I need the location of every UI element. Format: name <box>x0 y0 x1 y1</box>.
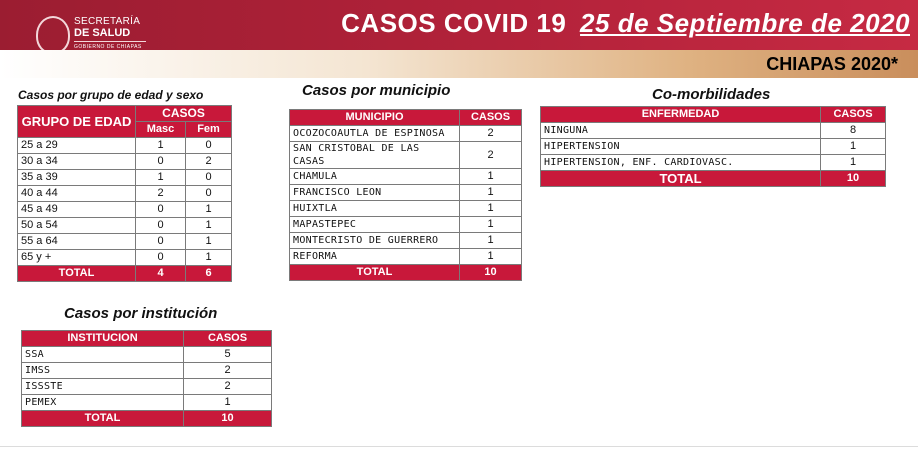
total-label: TOTAL <box>22 411 184 427</box>
table-cell: IMSS <box>22 363 184 379</box>
comorbilidades-section-title: Co-morbilidades <box>652 86 771 103</box>
table-row <box>22 379 272 395</box>
table-row <box>18 154 232 170</box>
logo-rule <box>74 41 146 42</box>
table-row <box>22 395 272 411</box>
table-cell: 1 <box>136 138 186 154</box>
table-cell: 1 <box>186 202 232 218</box>
table-row <box>18 186 232 202</box>
table-cell: PEMEX <box>22 395 184 411</box>
table-cell: 1 <box>186 218 232 234</box>
col-masc: Masc <box>136 122 186 138</box>
table-cell: SAN CRISTOBAL DE LAS CASAS <box>290 142 460 169</box>
table-cell: HIPERTENSION, ENF. CARDIOVASC. <box>541 155 821 171</box>
table-cell: 1 <box>460 185 522 201</box>
table-cell: 35 a 39 <box>18 170 136 186</box>
table-cell: 2 <box>186 154 232 170</box>
table-cell: 0 <box>136 202 186 218</box>
table-cell: 0 <box>186 138 232 154</box>
edad-section-title: Casos por grupo de edad y sexo <box>18 88 204 102</box>
table-row <box>290 142 522 169</box>
table-cell: 5 <box>184 347 272 363</box>
title-text: CASOS COVID 19 <box>341 8 567 38</box>
seal-icon <box>36 16 70 54</box>
table-cell: 1 <box>186 250 232 266</box>
table-row <box>290 249 522 265</box>
table-cell: 0 <box>186 186 232 202</box>
table-row <box>290 233 522 249</box>
table-cell: 1 <box>186 234 232 250</box>
total-fem: 6 <box>186 266 232 282</box>
table-row <box>18 170 232 186</box>
table-cell: 65 y + <box>18 250 136 266</box>
institucion-table <box>21 330 272 427</box>
page-title <box>330 8 910 39</box>
table-row <box>541 139 886 155</box>
table-row <box>18 234 232 250</box>
total-label: TOTAL <box>541 171 821 187</box>
table-cell: FRANCISCO LEON <box>290 185 460 201</box>
table-cell: NINGUNA <box>541 123 821 139</box>
table-cell: 2 <box>460 126 522 142</box>
table-cell: OCOZOCOAUTLA DE ESPINOSA <box>290 126 460 142</box>
table-cell: 0 <box>136 154 186 170</box>
table-cell: CHAMULA <box>290 169 460 185</box>
col-fem: Fem <box>186 122 232 138</box>
total-casos: 10 <box>821 171 886 187</box>
title-date: 25 de Septiembre de 2020 <box>580 8 910 38</box>
logo-line3: GOBIERNO DE CHIAPAS <box>74 44 142 50</box>
table-cell: HIPERTENSION <box>541 139 821 155</box>
table-row <box>290 185 522 201</box>
table-cell: 1 <box>821 139 886 155</box>
municipio-table <box>289 109 522 281</box>
comorb-total-row <box>541 171 886 187</box>
table-cell: 1 <box>460 249 522 265</box>
total-casos: 10 <box>460 265 522 281</box>
table-cell: 2 <box>184 363 272 379</box>
table-cell: 0 <box>136 250 186 266</box>
col-grupo-edad: GRUPO DE EDAD <box>18 106 136 138</box>
table-row <box>541 155 886 171</box>
table-cell: SSA <box>22 347 184 363</box>
table-cell: 2 <box>184 379 272 395</box>
total-casos: 10 <box>184 411 272 427</box>
table-row <box>541 123 886 139</box>
table-cell: 1 <box>184 395 272 411</box>
table-cell: 8 <box>821 123 886 139</box>
table-cell: 30 a 34 <box>18 154 136 170</box>
edad-total-row <box>18 266 232 282</box>
comorbilidades-table <box>540 106 886 187</box>
institucion-section-title: Casos por institución <box>64 305 218 322</box>
municipio-section-title: Casos por municipio <box>302 82 451 99</box>
table-cell: 25 a 29 <box>18 138 136 154</box>
edad-table <box>17 105 232 282</box>
header <box>0 0 918 82</box>
table-cell: ISSSTE <box>22 379 184 395</box>
table-row <box>290 201 522 217</box>
table-cell: 40 a 44 <box>18 186 136 202</box>
col-enfermedad: ENFERMEDAD <box>541 107 821 123</box>
table-cell: 2 <box>460 142 522 169</box>
table-cell: 0 <box>186 170 232 186</box>
footer-divider <box>0 446 918 447</box>
table-cell: 1 <box>460 233 522 249</box>
logo-line1: SECRETARÍA <box>74 16 141 27</box>
table-row <box>290 217 522 233</box>
table-row <box>22 347 272 363</box>
col-institucion: INSTITUCION <box>22 331 184 347</box>
col-casos: CASOS <box>136 106 232 122</box>
table-cell: 1 <box>460 201 522 217</box>
table-cell: 2 <box>136 186 186 202</box>
institucion-total-row <box>22 411 272 427</box>
table-row <box>290 126 522 142</box>
col-casos: CASOS <box>460 110 522 126</box>
table-row <box>18 138 232 154</box>
table-cell: 1 <box>460 217 522 233</box>
total-label: TOTAL <box>18 266 136 282</box>
municipio-total-row <box>290 265 522 281</box>
table-row <box>290 169 522 185</box>
table-row <box>18 250 232 266</box>
logo-line2: DE SALUD <box>74 27 131 39</box>
table-cell: 1 <box>136 170 186 186</box>
table-cell: 1 <box>821 155 886 171</box>
table-cell: 50 a 54 <box>18 218 136 234</box>
table-cell: MONTECRISTO DE GUERRERO <box>290 233 460 249</box>
table-cell: 0 <box>136 218 186 234</box>
table-cell: 1 <box>460 169 522 185</box>
table-cell: REFORMA <box>290 249 460 265</box>
col-casos: CASOS <box>184 331 272 347</box>
table-cell: MAPASTEPEC <box>290 217 460 233</box>
table-row <box>18 202 232 218</box>
col-casos: CASOS <box>821 107 886 123</box>
table-row <box>18 218 232 234</box>
table-cell: 0 <box>136 234 186 250</box>
state-title: CHIAPAS 2020* <box>766 54 898 74</box>
table-row <box>22 363 272 379</box>
table-cell: 45 a 49 <box>18 202 136 218</box>
col-municipio: MUNICIPIO <box>290 110 460 126</box>
table-cell: 55 a 64 <box>18 234 136 250</box>
total-masc: 4 <box>136 266 186 282</box>
table-cell: HUIXTLA <box>290 201 460 217</box>
total-label: TOTAL <box>290 265 460 281</box>
